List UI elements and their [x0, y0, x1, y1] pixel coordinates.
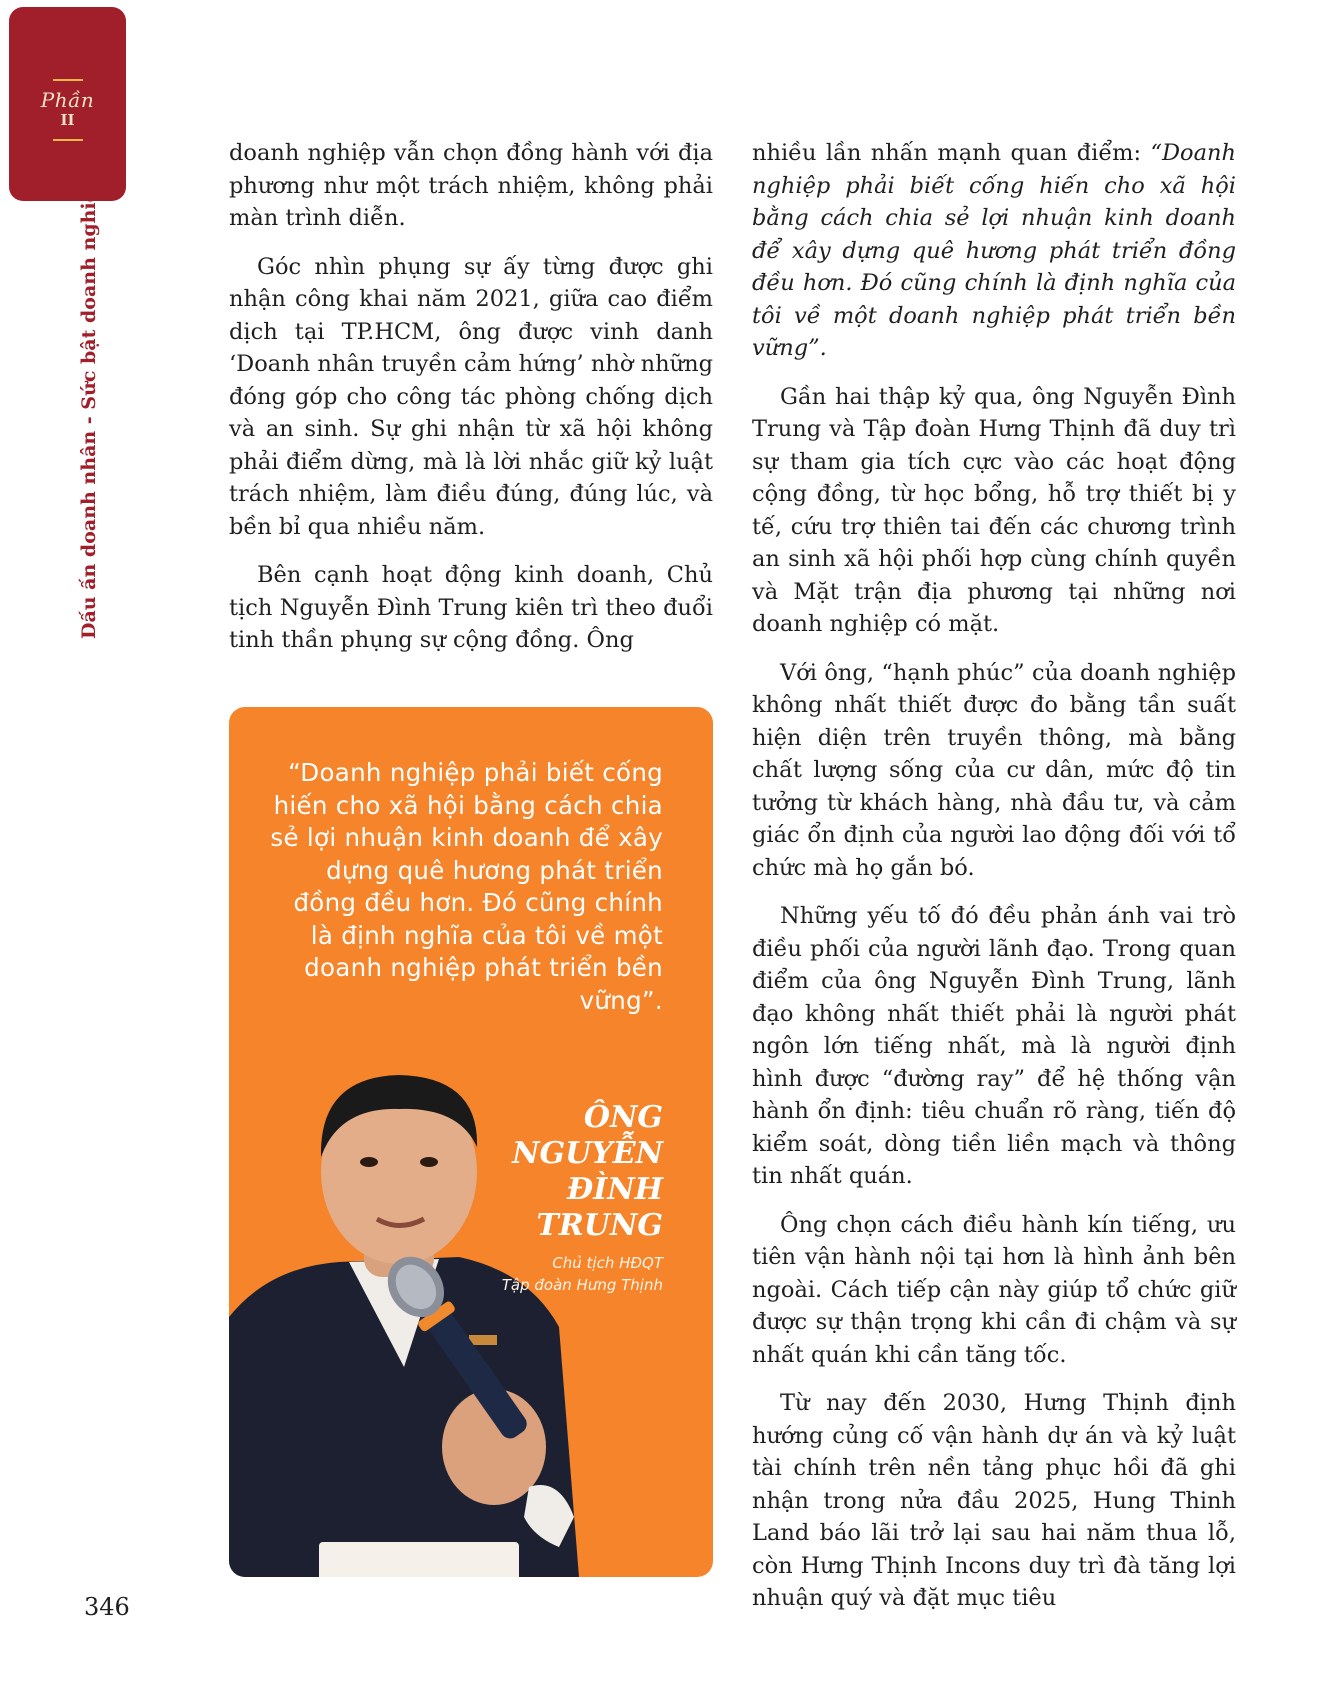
inline-quote: “Doanh nghiệp phải biết cống hiến cho xã hội bằng cách chia sẻ lợi nhuận kinh doanh để xây dựng quê hương phát triển đồng đều hơn. Đó cũng chính là định nghĩa của tôi về một doanh nghiệp phát triển bền vững”. [752, 140, 1236, 361]
tab-divider-bottom [53, 139, 83, 141]
paragraph: Gần hai thập kỷ qua, ông Nguyễn Đình Trung và Tập đoàn Hưng Thịnh đã duy trì sự tham gia tích cực vào các hoạt động cộng đồng, từ học bổng, hỗ trợ thiết bị y tế, cứu trợ thiên tai đến các chương trình an sinh xã hội phối hợp cùng chính quyền và Mặt trận địa phương tại những nơi doanh nghiệp có mặt. [752, 383, 1236, 637]
page-number: 346 [84, 1593, 130, 1621]
section-number: II [60, 111, 75, 129]
paragraph-lead: nhiều lần nhấn mạnh quan điểm: [752, 140, 1151, 166]
role-line: Chủ tịch HĐQT [552, 1254, 663, 1272]
paragraph: Từ nay đến 2030, Hưng Thịnh định hướng củng cố vận hành dự án và kỷ luật tài chính trên nền tảng phục hồi đã ghi nhận trong nửa đầu 2025, Hung Thinh Land báo lãi trở lại sau hai năm thua lỗ, còn Hưng Thịnh Incons duy trì đà tăng lợi nhuận quý và đặt mục tiêu [752, 1390, 1236, 1611]
name-line: ÔNG [583, 1100, 663, 1135]
paragraph [752, 137, 1236, 365]
pull-quote-box [229, 707, 713, 1577]
tab-divider-top [53, 79, 83, 81]
section-tab [9, 7, 126, 201]
name-line: ĐÌNH [566, 1172, 663, 1207]
speaker-name [463, 1100, 663, 1244]
paragraph: Ông chọn cách điều hành kín tiếng, ưu tiên vận hành nội tại hơn là hình ảnh bên ngoài. Cách tiếp cận này giúp tổ chức giữ được sự thận trọng khi cần đi chậm và sự nhất quán khi cần tăng tốc. [752, 1211, 1236, 1368]
paragraph: Những yếu tố đó đều phản ánh vai trò điều phối của người lãnh đạo. Trong quan điểm của ông Nguyễn Đình Trung, lãnh đạo không nhất thiết phải là người phát ngôn lớn tiếng nhất, mà là người định hình được “đường ray” để hệ thống vận hành ổn định: tiêu chuẩn rõ ràng, tiến độ kiểm soát, dòng tiền liền mạch và thông tin nhất quán. [752, 903, 1236, 1189]
section-label: Phần [40, 88, 95, 112]
spine-title: Dấu ấn doanh nhân - Sức bật doanh nghiệp [78, 176, 100, 640]
pull-quote: “Doanh nghiệp phải biết cống hiến cho xã hội bằng cách chia sẻ lợi nhuận kinh doanh để xây dựng quê hương phát triển đồng đều hơn. Đó cũng chính là định nghĩa của tôi về một doanh nghiệp phát triển bền vững”. [270, 758, 663, 1015]
paragraph: Bên cạnh hoạt động kinh doanh, Chủ tịch Nguyễn Đình Trung kiên trì theo đuổi tinh thần phụng sự cộng đồng. Ông [229, 562, 713, 653]
paragraph: Với ông, “hạnh phúc” của doanh nghiệp không nhất thiết được đo bằng tần suất hiện diện trên truyền thông, mà bằng chất lượng sống của cư dân, mức độ tin tưởng từ khách hàng, nhà đầu tư, và cảm giác ổn định của người lao động đối với tổ chức mà họ gắn bó. [752, 659, 1236, 881]
name-line: TRUNG [536, 1208, 663, 1243]
speaker-role [443, 1252, 663, 1296]
paragraph: Góc nhìn phụng sự ấy từng được ghi nhận công khai năm 2021, giữa cao điểm dịch tại TP.HCM, ông được vinh danh ‘Doanh nhân truyền cảm hứng’ nhờ những đóng góp cho công tác phòng chống dịch và an sinh. Sự ghi nhận từ xã hội không phải điểm dừng, mà là lời nhắc giữ kỷ luật trách nhiệm, làm điều đúng, đúng lúc, và bền bỉ qua nhiều năm. [229, 253, 713, 540]
right-column [752, 137, 1236, 1631]
left-column [229, 137, 713, 673]
paragraph: doanh nghiệp vẫn chọn đồng hành với địa phương như một trách nhiệm, không phải màn trình diễn. [229, 140, 713, 231]
role-line: Tập đoàn Hưng Thịnh [501, 1276, 663, 1294]
name-line: NGUYỄN [512, 1136, 663, 1171]
